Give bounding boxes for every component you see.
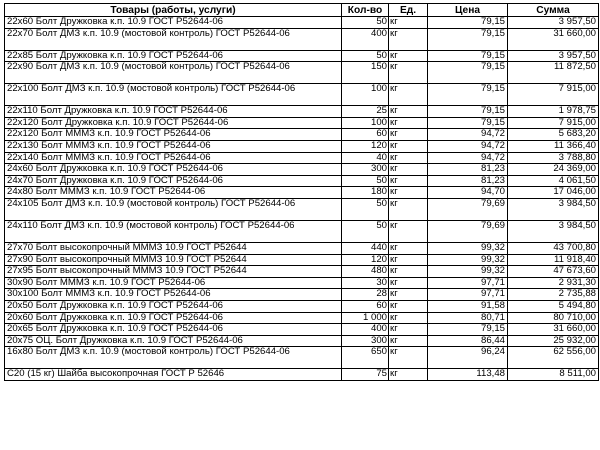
cell-price: 79,69 (428, 198, 508, 220)
cell-unit: кг (389, 335, 428, 347)
cell-name: 30x90 Болт МММЗ к.п. 10.9 ГОСТ Р52644-06 (5, 277, 342, 289)
table-row (5, 17, 599, 29)
cell-name: 24x60 Болт Дружковка к.п. 10.9 ГОСТ Р52644-06 (5, 164, 342, 176)
header-name: Товары (работы, услуги) (5, 4, 342, 17)
cell-price: 86,44 (428, 335, 508, 347)
cell-qty: 300 (342, 164, 389, 176)
cell-name: 22x130 Болт МММЗ к.п. 10.9 ГОСТ Р52644-06 (5, 140, 342, 152)
table-row (5, 242, 599, 254)
table-row (5, 277, 599, 289)
cell-unit: кг (389, 369, 428, 381)
cell-price: 99,32 (428, 266, 508, 278)
cell-name: 22x120 Болт Дружковка к.п. 10.9 ГОСТ Р52644-06 (5, 117, 342, 129)
table-row (5, 164, 599, 176)
table-row (5, 312, 599, 324)
invoice-table-wrapper (4, 3, 599, 381)
cell-name: 24x80 Болт МММЗ к.п. 10.9 ГОСТ Р52644-06 (5, 187, 342, 199)
cell-price: 113,48 (428, 369, 508, 381)
cell-qty: 1 000 (342, 312, 389, 324)
cell-sum: 80 710,00 (508, 312, 599, 324)
cell-sum: 5 683,20 (508, 129, 599, 141)
cell-name: 24x110 Болт ДМЗ к.п. 10.9 (мостовой контроль) ГОСТ Р52644-06 (5, 220, 342, 242)
cell-sum: 31 660,00 (508, 28, 599, 50)
cell-sum: 3 788,80 (508, 152, 599, 164)
cell-price: 99,32 (428, 242, 508, 254)
cell-price: 79,15 (428, 28, 508, 50)
cell-unit: кг (389, 277, 428, 289)
table-row (5, 175, 599, 187)
cell-price: 79,69 (428, 220, 508, 242)
header-price: Цена (428, 4, 508, 17)
cell-unit: кг (389, 324, 428, 336)
cell-price: 79,15 (428, 17, 508, 29)
cell-qty: 120 (342, 254, 389, 266)
cell-unit: кг (389, 117, 428, 129)
cell-name: 30x100 Болт МММЗ к.п. 10.9 ГОСТ Р52644-06 (5, 289, 342, 301)
header-qty: Кол-во (342, 4, 389, 17)
cell-price: 79,15 (428, 106, 508, 118)
cell-sum: 17 046,00 (508, 187, 599, 199)
cell-qty: 400 (342, 28, 389, 50)
cell-sum: 1 978,75 (508, 106, 599, 118)
cell-name: 24x70 Болт Дружковка к.п. 10.9 ГОСТ Р52644-06 (5, 175, 342, 187)
table-row (5, 347, 599, 369)
table-row (5, 369, 599, 381)
cell-unit: кг (389, 187, 428, 199)
cell-name: 22x140 Болт МММЗ к.п. 10.9 ГОСТ Р52644-06 (5, 152, 342, 164)
cell-name: 20x65 Болт Дружковка к.п. 10.9 ГОСТ Р52644-06 (5, 324, 342, 336)
table-row (5, 254, 599, 266)
cell-sum: 24 369,00 (508, 164, 599, 176)
table-row (5, 187, 599, 199)
cell-unit: кг (389, 164, 428, 176)
table-row (5, 28, 599, 50)
cell-sum: 7 915,00 (508, 117, 599, 129)
header-row (5, 4, 599, 17)
cell-unit: кг (389, 312, 428, 324)
table-row (5, 324, 599, 336)
cell-qty: 28 (342, 289, 389, 301)
cell-unit: кг (389, 62, 428, 84)
cell-name: 22x60 Болт Дружковка к.п. 10.9 ГОСТ Р52644-06 (5, 17, 342, 29)
cell-qty: 60 (342, 129, 389, 141)
cell-price: 96,24 (428, 347, 508, 369)
cell-qty: 50 (342, 17, 389, 29)
cell-unit: кг (389, 347, 428, 369)
cell-qty: 50 (342, 220, 389, 242)
cell-qty: 100 (342, 84, 389, 106)
cell-sum: 11 872,50 (508, 62, 599, 84)
cell-price: 79,15 (428, 117, 508, 129)
cell-unit: кг (389, 266, 428, 278)
cell-name: 22x120 Болт МММЗ к.п. 10.9 ГОСТ Р52644-06 (5, 129, 342, 141)
cell-price: 81,23 (428, 164, 508, 176)
cell-qty: 25 (342, 106, 389, 118)
cell-unit: кг (389, 254, 428, 266)
cell-sum: 11 918,40 (508, 254, 599, 266)
cell-qty: 50 (342, 50, 389, 62)
cell-name: 22x70 Болт ДМЗ к.п. 10.9 (мостовой контроль) ГОСТ Р52644-06 (5, 28, 342, 50)
cell-price: 94,72 (428, 152, 508, 164)
cell-name: 27x95 Болт высокопрочный МММЗ 10.9 ГОСТ Р52644 (5, 266, 342, 278)
cell-sum: 11 366,40 (508, 140, 599, 152)
cell-qty: 100 (342, 117, 389, 129)
cell-qty: 50 (342, 175, 389, 187)
cell-unit: кг (389, 129, 428, 141)
cell-unit: кг (389, 175, 428, 187)
cell-unit: кг (389, 84, 428, 106)
cell-price: 79,15 (428, 62, 508, 84)
goods-table (4, 3, 599, 381)
cell-qty: 300 (342, 335, 389, 347)
cell-unit: кг (389, 152, 428, 164)
cell-name: 20x50 Болт Дружковка к.п. 10.9 ГОСТ Р52644-06 (5, 300, 342, 312)
table-row (5, 220, 599, 242)
cell-name: 20x75 ОЦ. Болт Дружковка к.п. 10.9 ГОСТ Р52644-06 (5, 335, 342, 347)
cell-sum: 5 494,80 (508, 300, 599, 312)
cell-qty: 40 (342, 152, 389, 164)
cell-sum: 2 931,30 (508, 277, 599, 289)
table-row (5, 152, 599, 164)
cell-name: 27x90 Болт высокопрочный МММЗ 10.9 ГОСТ Р52644 (5, 254, 342, 266)
cell-sum: 43 700,80 (508, 242, 599, 254)
cell-sum: 3 957,50 (508, 50, 599, 62)
table-row (5, 50, 599, 62)
cell-sum: 3 984,50 (508, 220, 599, 242)
cell-qty: 60 (342, 300, 389, 312)
cell-sum: 25 932,00 (508, 335, 599, 347)
cell-sum: 8 511,00 (508, 369, 599, 381)
cell-unit: кг (389, 106, 428, 118)
cell-sum: 31 660,00 (508, 324, 599, 336)
table-row (5, 62, 599, 84)
cell-sum: 4 061,50 (508, 175, 599, 187)
table-row (5, 266, 599, 278)
cell-price: 80,71 (428, 312, 508, 324)
table-row (5, 117, 599, 129)
cell-unit: кг (389, 28, 428, 50)
cell-price: 97,71 (428, 277, 508, 289)
cell-qty: 650 (342, 347, 389, 369)
cell-name: 22x110 Болт Дружковка к.п. 10.9 ГОСТ Р52644-06 (5, 106, 342, 118)
table-row (5, 106, 599, 118)
cell-sum: 3 984,50 (508, 198, 599, 220)
cell-qty: 30 (342, 277, 389, 289)
cell-unit: кг (389, 140, 428, 152)
cell-price: 79,15 (428, 84, 508, 106)
cell-qty: 440 (342, 242, 389, 254)
cell-qty: 400 (342, 324, 389, 336)
cell-unit: кг (389, 198, 428, 220)
cell-name: 22x100 Болт ДМЗ к.п. 10.9 (мостовой контроль) ГОСТ Р52644-06 (5, 84, 342, 106)
cell-name: 24x105 Болт ДМЗ к.п. 10.9 (мостовой контроль) ГОСТ Р52644-06 (5, 198, 342, 220)
cell-name: 16x80 Болт ДМЗ к.п. 10.9 (мостовой контроль) ГОСТ Р52644-06 (5, 347, 342, 369)
cell-price: 99,32 (428, 254, 508, 266)
cell-name: 22x85 Болт Дружковка к.п. 10.9 ГОСТ Р52644-06 (5, 50, 342, 62)
table-row (5, 129, 599, 141)
cell-qty: 75 (342, 369, 389, 381)
cell-name: 20x60 Болт Дружковка к.п. 10.9 ГОСТ Р52644-06 (5, 312, 342, 324)
cell-unit: кг (389, 300, 428, 312)
cell-sum: 7 915,00 (508, 84, 599, 106)
cell-price: 97,71 (428, 289, 508, 301)
cell-sum: 3 957,50 (508, 17, 599, 29)
cell-price: 94,70 (428, 187, 508, 199)
cell-unit: кг (389, 50, 428, 62)
cell-qty: 120 (342, 140, 389, 152)
cell-qty: 180 (342, 187, 389, 199)
cell-price: 91,58 (428, 300, 508, 312)
cell-unit: кг (389, 17, 428, 29)
cell-price: 79,15 (428, 324, 508, 336)
cell-unit: кг (389, 242, 428, 254)
cell-name: 22x90 Болт ДМЗ к.п. 10.9 (мостовой контроль) ГОСТ Р52644-06 (5, 62, 342, 84)
header-unit: Ед. (389, 4, 428, 17)
cell-name: 27x70 Болт высокопрочный МММЗ 10.9 ГОСТ Р52644 (5, 242, 342, 254)
cell-unit: кг (389, 289, 428, 301)
cell-unit: кг (389, 220, 428, 242)
table-row (5, 335, 599, 347)
table-row (5, 300, 599, 312)
cell-sum: 47 673,60 (508, 266, 599, 278)
table-row (5, 289, 599, 301)
header-sum: Сумма (508, 4, 599, 17)
cell-price: 79,15 (428, 50, 508, 62)
cell-sum: 62 556,00 (508, 347, 599, 369)
cell-qty: 480 (342, 266, 389, 278)
cell-name: С20 (15 кг) Шайба высокопрочная ГОСТ Р 52646 (5, 369, 342, 381)
cell-price: 94,72 (428, 129, 508, 141)
cell-sum: 2 735,88 (508, 289, 599, 301)
table-row (5, 140, 599, 152)
table-row (5, 84, 599, 106)
cell-qty: 150 (342, 62, 389, 84)
cell-price: 81,23 (428, 175, 508, 187)
cell-price: 94,72 (428, 140, 508, 152)
table-row (5, 198, 599, 220)
cell-qty: 50 (342, 198, 389, 220)
